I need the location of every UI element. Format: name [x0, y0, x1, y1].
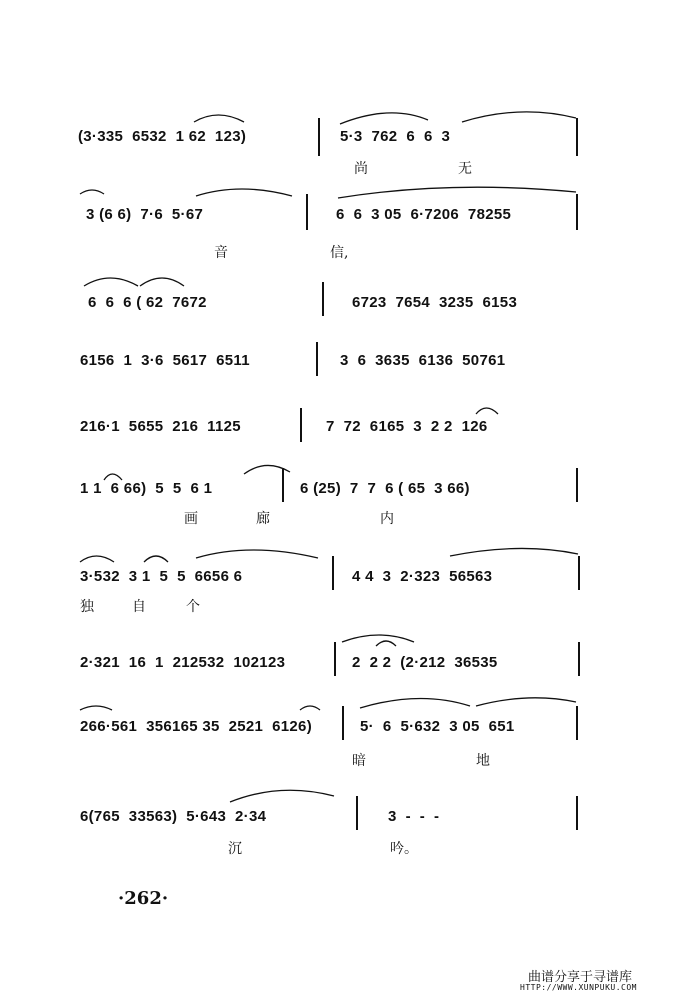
- lyric: 个: [186, 599, 200, 615]
- bar-1-notes: 6156 1 3·6 5617 6511: [80, 352, 250, 369]
- lyric: 暗: [352, 753, 366, 769]
- barline: [318, 118, 320, 156]
- lyric: 画: [184, 511, 198, 527]
- barline: [578, 642, 580, 676]
- watermark-url: HTTP://WWW.XUNPUKU.COM: [520, 983, 637, 992]
- lyric: 地: [476, 753, 490, 769]
- barline: [306, 194, 308, 230]
- barline: [300, 408, 302, 442]
- bar-2-notes: 6 (25) 7 7 6 ( 65 3 66): [300, 480, 470, 497]
- bar-1-notes: 6(765 33563) 5·643 2·34: [80, 808, 267, 825]
- barline: [576, 706, 578, 740]
- lyric: 沉: [228, 841, 242, 857]
- bar-1-notes: 3·532 3 1 5 5 6656 6: [80, 568, 243, 585]
- barline: [576, 194, 578, 230]
- barline: [322, 282, 324, 316]
- lyric: 尚: [354, 161, 368, 177]
- lyric: 自: [132, 599, 146, 615]
- bar-2-notes: 6 6 3 05 6·7206 78255: [336, 206, 512, 223]
- bar-2-notes: 3 6 3635 6136 50761: [340, 352, 506, 369]
- bar-2-notes: 3 - - -: [388, 808, 440, 825]
- bar-1-notes: 3 (6 6) 7·6 5·67: [86, 206, 204, 223]
- bar-1-notes: 216·1 5655 216 1125: [80, 418, 241, 435]
- barline: [576, 796, 578, 830]
- barline: [342, 706, 344, 740]
- barline: [334, 642, 336, 676]
- lyric: 信,: [330, 245, 349, 261]
- barline: [356, 796, 358, 830]
- lyric: 内: [380, 511, 394, 527]
- barline: [578, 556, 580, 590]
- lyric: 无: [458, 161, 472, 177]
- barline: [576, 468, 578, 502]
- lyric: 音: [214, 245, 228, 261]
- bar-2-notes: 2 2 2 (2·212 36535: [352, 654, 498, 671]
- bar-1-notes: (3·335 6532 1 62 123): [78, 128, 247, 145]
- watermark-text: 曲谱分享于寻谱库: [528, 970, 633, 985]
- bar-1-notes: 1 1 6 66) 5 5 6 1: [80, 480, 213, 497]
- bar-1-notes: 266·561 356165 35 2521 6126): [80, 718, 312, 735]
- barline: [576, 118, 578, 156]
- bar-2-notes: 4 4 3 2·323 56563: [352, 568, 493, 585]
- bar-2-notes: 5· 6 5·632 3 05 651: [360, 718, 515, 735]
- bar-1-notes: 2·321 16 1 212532 102123: [80, 654, 286, 671]
- lyric: 廊: [256, 511, 270, 527]
- bar-2-notes: 5·3 762 6 6 3: [340, 128, 451, 145]
- barline: [316, 342, 318, 376]
- bar-2-notes: 6723 7654 3235 6153: [352, 294, 518, 311]
- bar-2-notes: 7 72 6165 3 2 2 126: [326, 418, 488, 435]
- lyric: 独: [80, 599, 94, 615]
- barline: [332, 556, 334, 590]
- page-number: ·262·: [118, 888, 169, 909]
- lyric: 吟。: [390, 841, 418, 857]
- barline: [282, 468, 284, 502]
- bar-1-notes: 6 6 6 ( 62 7672: [88, 294, 207, 311]
